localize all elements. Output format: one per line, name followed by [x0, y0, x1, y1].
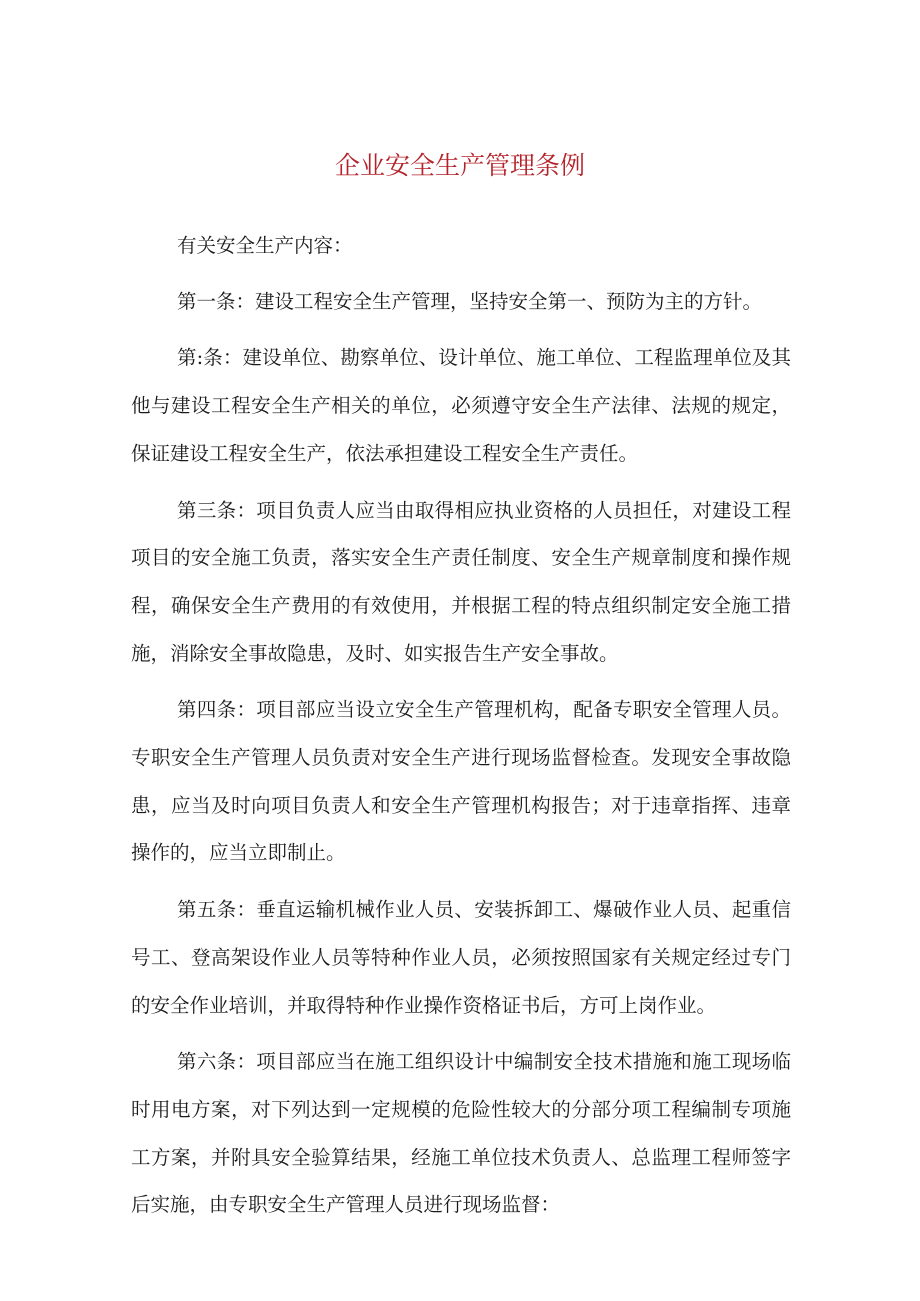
article-6: 第六条：项目部应当在施工组织设计中编制安全技术措施和施工现场临时用电方案，对下列达到一定规模的危险性较大的分部分项工程编制专项施工方案，并附具安全验算结果，经施工单位技术负责人、总监理工程师签字后实施，由专职安全生产管理人员进行现场监督： [131, 1050, 791, 1217]
document-body [131, 222, 791, 1238]
intro-paragraph: 有关安全生产内容： [177, 234, 353, 257]
article-3: 第三条：项目负责人应当由取得相应执业资格的人员担任，对建设工程项目的安全施工负责，落实安全生产责任制度、安全生产规章制度和操作规程，确保安全生产费用的有效使用，并根据工程的特点组织制定安全施工措施，消除安全事故隐患，及时、如实报告生产安全事故。 [131, 498, 791, 665]
article-2: 第:条：建设单位、勘察单位、设计单位、施工单位、工程监理单位及其他与建设工程安全生产相关的单位，必须遵守安全生产法律、法规的规定，保证建设工程安全生产，依法承担建设工程安全生产责任。 [131, 346, 791, 465]
article-4: 第四条：项目部应当设立安全生产管理机构，配备专职安全管理人员。专职安全生产管理人员负责对安全生产进行现场监督检查。发现安全事故隐患，应当及时向项目负责人和安全生产管理机构报告；对于违章指挥、违章操作的，应当立即制止。 [131, 698, 791, 865]
article-5: 第五条：垂直运输机械作业人员、安装拆卸工、爆破作业人员、起重信号工、登高架设作业人员等特种作业人员，必须按照国家有关规定经过专门的安全作业培训，并取得特种作业操作资格证书后，方可上岗作业。 [131, 898, 791, 1017]
article-1: 第一条：建设工程安全生产管理，坚持安全第一、预防为主的方针。 [177, 289, 763, 313]
document-title: 企业安全生产管理条例 [334, 151, 585, 180]
